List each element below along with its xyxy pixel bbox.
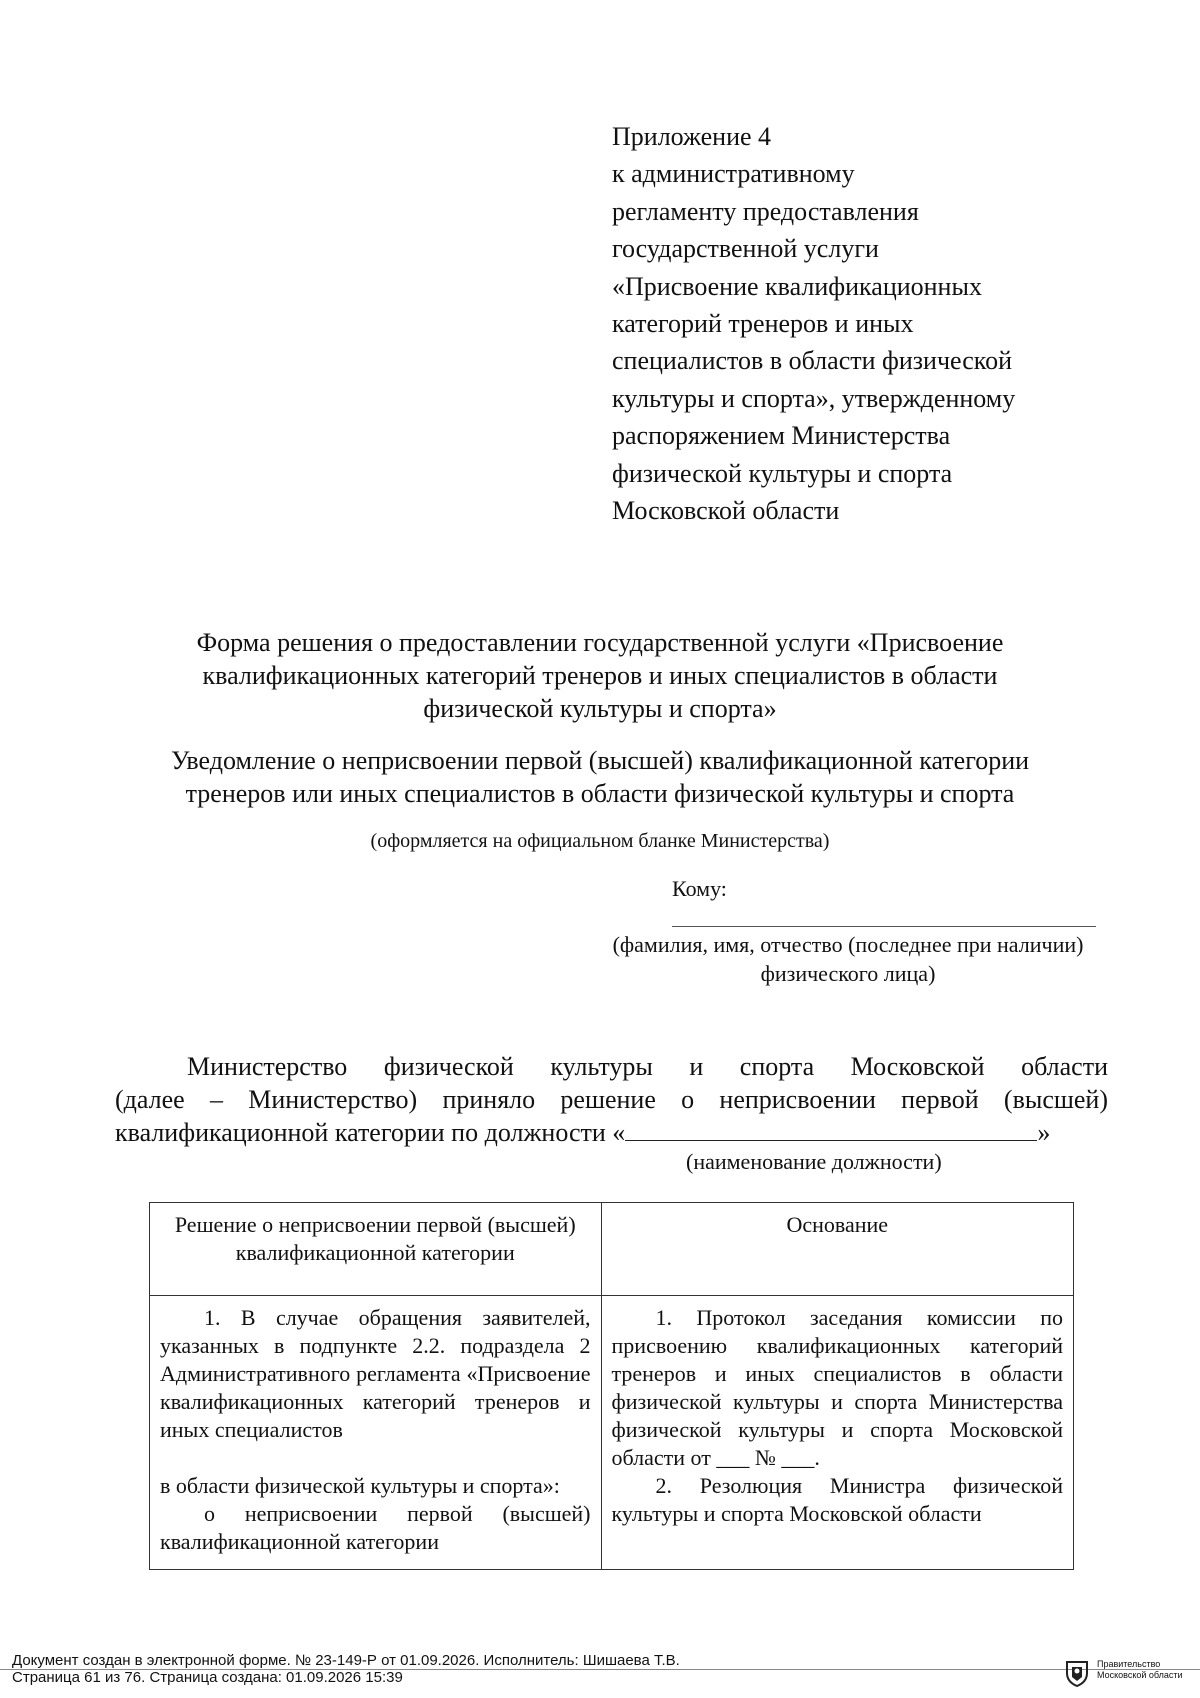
appendix-line: распоряжением Министерства	[612, 421, 951, 451]
notice-title-line: тренеров или иных специалистов в области физической культуры и спорта	[185, 779, 1015, 808]
paragraph-line: (далее – Министерство) приняло решение о неприсвоении первой (высшей)	[115, 1085, 1108, 1114]
basis-text: 1. Протокол заседания комиссии по присвоению квалификационных категорий тренеров и иных специалистов в области физической культуры и спорта Министерства физической культуры и спорта Московской области от ___ № ___.	[611, 1305, 1063, 1470]
decision-text: о неприсвоении первой (высшей) квалификационной категории	[160, 1501, 591, 1554]
table-header-cell: Решение о неприсвоении первой (высшей) квалификационной категории	[150, 1203, 602, 1296]
table-header-row	[150, 1203, 1074, 1296]
government-label	[1097, 1659, 1183, 1681]
paragraph-line	[115, 1116, 1108, 1149]
appendix-line: к административному	[612, 159, 855, 189]
appendix-heading	[612, 118, 1112, 529]
appendix-line: специалистов в области физической	[612, 346, 1012, 376]
appendix-line: Приложение 4	[612, 122, 772, 151]
basis-text: 2. Резолюция Министра физической культуры и спорта Московской области	[611, 1473, 1063, 1526]
document-footer	[12, 1652, 680, 1686]
paragraph-line: Министерство физической культуры и спорта Московской области	[187, 1052, 1108, 1081]
form-title-line: физической культуры и спорта»	[423, 694, 777, 723]
position-blank-line	[625, 1116, 1037, 1141]
appendix-line: регламенту предоставления	[612, 196, 919, 226]
position-suffix: »	[1037, 1118, 1051, 1147]
appendix-line: Московской области	[612, 496, 840, 526]
government-label-line: Правительство	[1097, 1659, 1161, 1669]
decision-text: 1. В случае обращения заявителей, указанных в подпункте 2.2. подраздела 2 Административного регламента «Присвоение квалификационных категорий тренеров и иных специалистов	[160, 1305, 591, 1442]
table-header-cell: Основание	[601, 1203, 1073, 1296]
table-row	[150, 1296, 1074, 1570]
appendix-line: категорий тренеров и иных	[612, 309, 914, 339]
position-caption: (наименование должности)	[686, 1149, 942, 1174]
notice-title	[100, 744, 1100, 810]
recipient-caption-line: физического лица)	[760, 961, 936, 986]
decision-table	[149, 1202, 1074, 1570]
notice-title-line: Уведомление о неприсвоении первой (высшей) квалификационной категории	[170, 746, 1030, 775]
letterhead-note: (оформляется на официальном бланке Министерства)	[370, 830, 830, 852]
position-prefix: квалификационной категории по должности «	[115, 1118, 626, 1147]
form-title	[100, 626, 1100, 725]
recipient-label: Кому:	[672, 876, 727, 901]
recipient-caption	[580, 930, 1116, 988]
appendix-line: государственной услуги	[612, 234, 879, 264]
recipient-blank-line	[672, 926, 1096, 927]
decision-text: в области физической культуры и спорта»:	[160, 1473, 560, 1498]
appendix-line: физической культуры и спорта	[612, 458, 953, 488]
decision-paragraph	[115, 1050, 1108, 1149]
appendix-line: культуры и спорта», утвержденному	[612, 383, 1016, 413]
coat-of-arms-icon	[1064, 1659, 1090, 1687]
form-title-line: квалификационных категорий тренеров и иных специалистов в области	[202, 661, 998, 690]
footer-line: Документ создан в электронной форме. № 23-149-Р от 01.09.2026. Исполнитель: Шишаева Т.В.	[12, 1652, 680, 1669]
appendix-line: «Присвоение квалификационных	[612, 271, 982, 301]
footer-line: Страница 61 из 76. Страница создана: 01.09.2026 15:39	[12, 1669, 403, 1686]
form-title-line: Форма решения о предоставлении государственной услуги «Присвоение	[196, 628, 1004, 657]
decision-cell	[150, 1296, 602, 1570]
government-label-line: Московской области	[1097, 1670, 1183, 1680]
basis-cell	[601, 1296, 1073, 1570]
recipient-caption-line: (фамилия, имя, отчество (последнее при наличии)	[612, 932, 1084, 957]
